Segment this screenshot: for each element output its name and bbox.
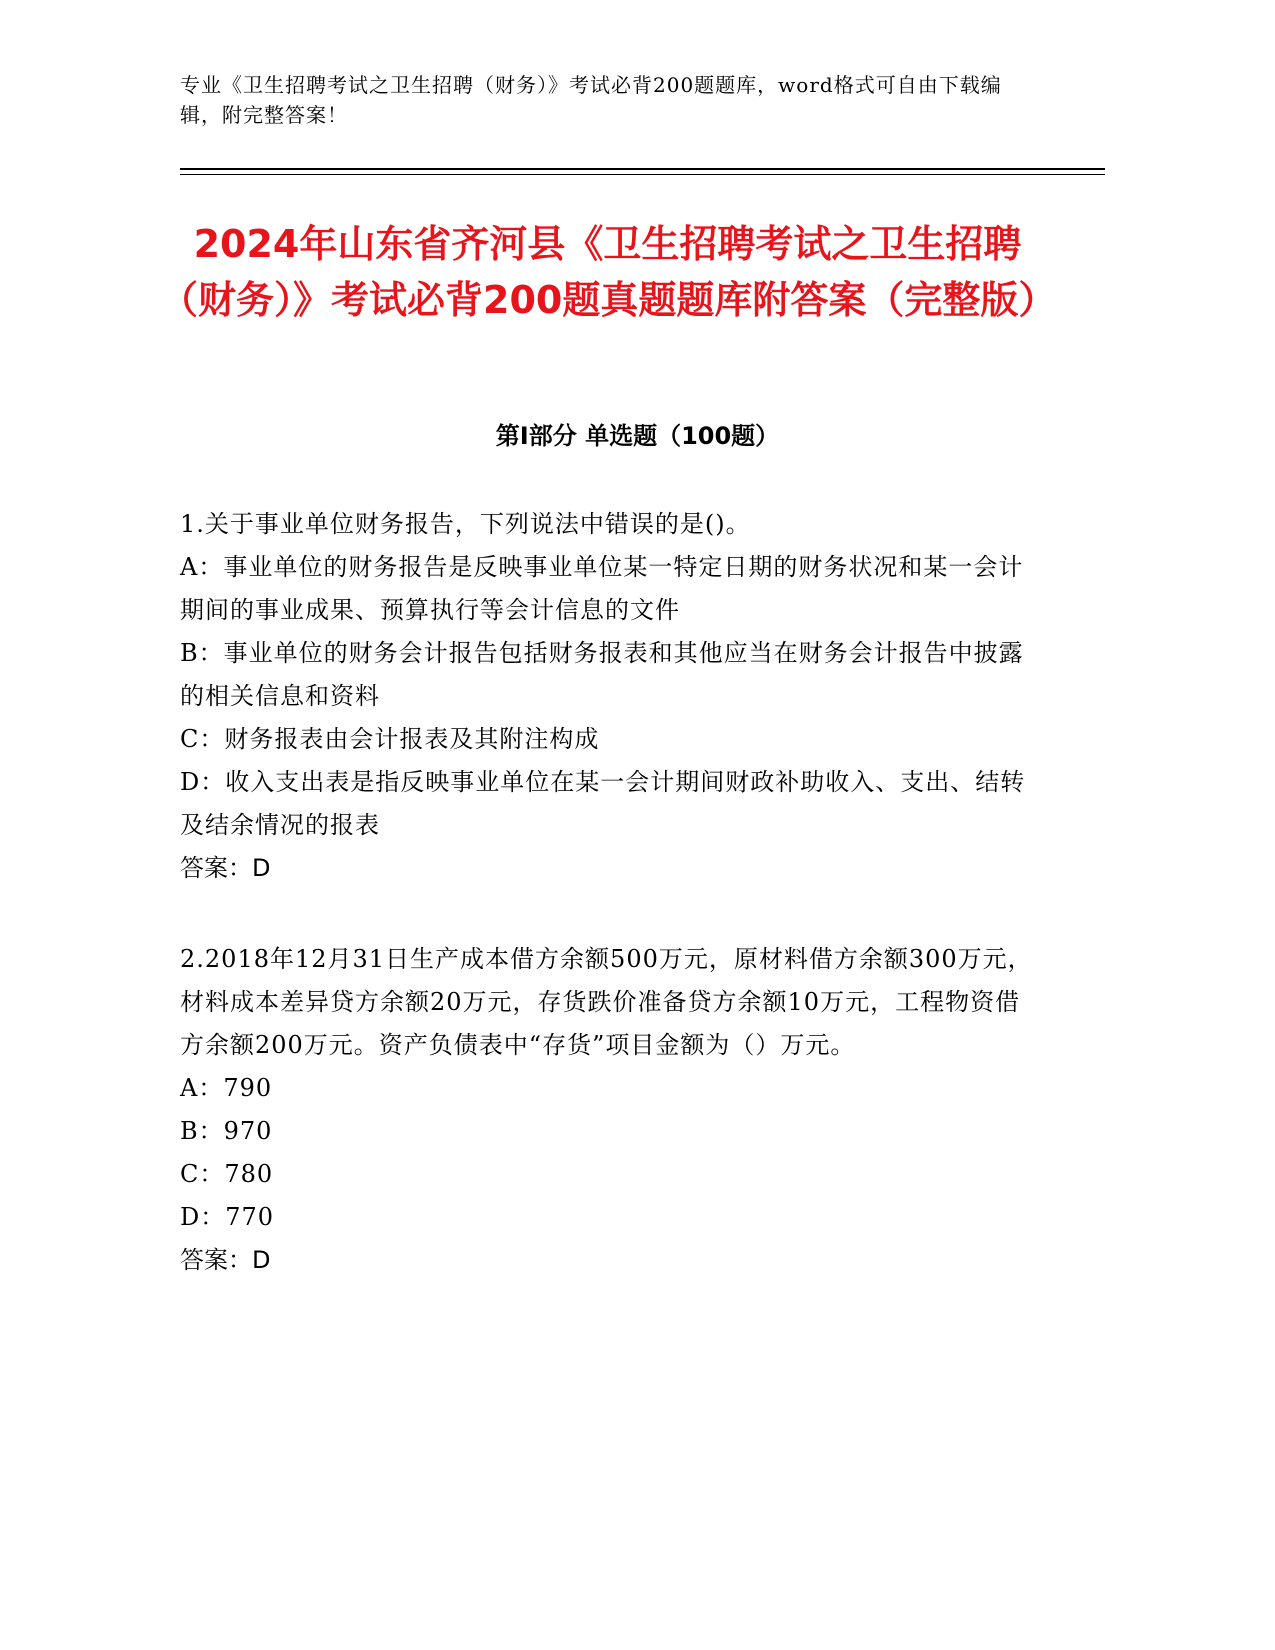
option-b: B：事业单位的财务会计报告包括财务报表和其他应当在财务会计报告中披露的相关信息和资料 [180, 639, 1024, 710]
option-c: C：780 [180, 1160, 274, 1188]
header-rule-thick [180, 168, 1105, 170]
option-c: C：财务报表由会计报表及其附注构成 [180, 725, 600, 753]
question-2 [180, 938, 1035, 1282]
document-title: 2024年山东省齐河县《卫生招聘考试之卫生招聘（财务）》考试必背200题真题题库附答案（完整版） [160, 222, 1057, 322]
section-title: 第I部分 单选题（100题） [495, 422, 780, 450]
answer: 答案：D [180, 854, 271, 882]
answer: 答案：D [180, 1246, 271, 1274]
option-d: D：770 [180, 1203, 275, 1231]
header-note: 专业《卫生招聘考试之卫生招聘（财务）》考试必背200题题库，word格式可自由下载编辑，附完整答案！ [180, 73, 1002, 127]
question-stem: 1.关于事业单位财务报告，下列说法中错误的是()。 [180, 510, 751, 538]
option-a: A：790 [180, 1074, 273, 1102]
option-b: B：970 [180, 1117, 273, 1145]
option-a: A：事业单位的财务报告是反映事业单位某一特定日期的财务状况和某一会计期间的事业成果、预算执行等会计信息的文件 [180, 553, 1024, 624]
question-stem: 2.2018年12月31日生产成本借方余额500万元，原材料借方余额300万元，材料成本差异贷方余额20万元，存货跌价准备贷方余额10万元，工程物资借方余额200万元。资产负债表中“存货”项目金额为（）万元。 [180, 945, 1033, 1059]
header-rule-thin [180, 174, 1105, 175]
question-1 [180, 503, 1035, 890]
option-d: D：收入支出表是指反映事业单位在某一会计期间财政补助收入、支出、结转及结余情况的报表 [180, 768, 1026, 839]
